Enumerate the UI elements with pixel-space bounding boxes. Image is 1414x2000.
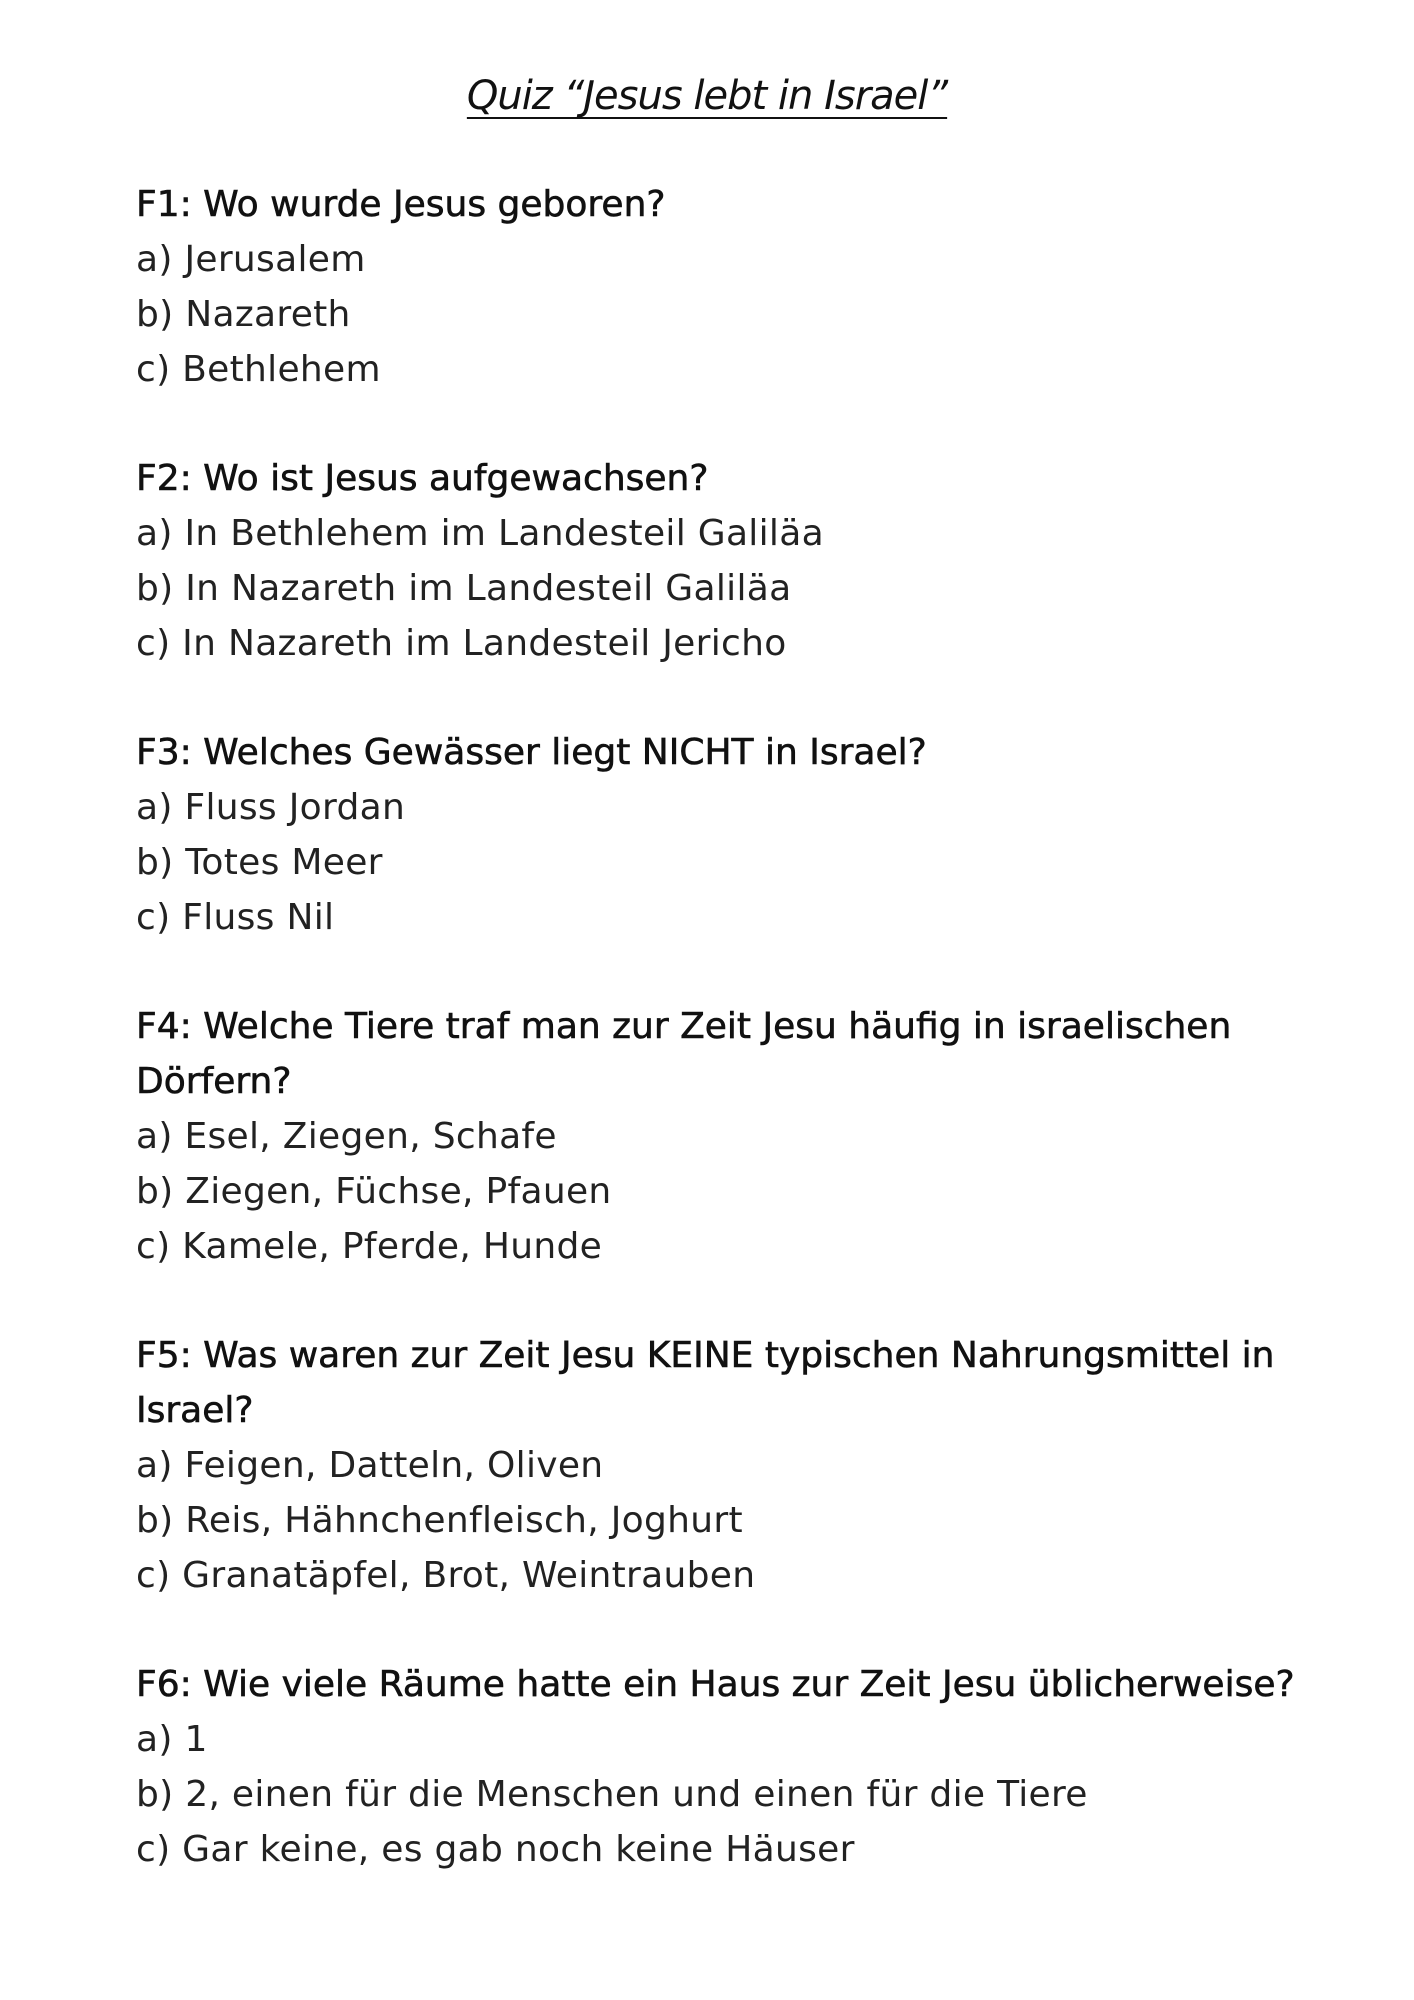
question-text: F6: Wie viele Räume hatte ein Haus zur Zeit Jesu üblicherweise? (136, 1664, 1295, 1705)
question-2 (136, 451, 1326, 671)
answer-option-a: a) 1 (136, 1719, 208, 1760)
question-text: F4: Welche Tiere traf man zur Zeit Jesu häufig in israelischen Dörfern? (136, 1006, 1232, 1102)
answer-option-b: b) Reis, Hähnchenfleisch, Joghurt (136, 1500, 743, 1541)
answer-option-b: b) In Nazareth im Landesteil Galiläa (136, 568, 792, 609)
question-1 (136, 177, 1326, 397)
question-text: F5: Was waren zur Zeit Jesu KEINE typischen Nahrungsmittel in Israel? (136, 1335, 1275, 1431)
answer-option-c: c) Fluss Nil (136, 897, 335, 938)
page-title (0, 68, 1414, 124)
answer-option-c: c) Bethlehem (136, 349, 381, 390)
question-text: F3: Welches Gewässer liegt NICHT in Israel? (136, 732, 927, 773)
answer-option-c: c) In Nazareth im Landesteil Jericho (136, 623, 787, 664)
answer-option-a: a) Esel, Ziegen, Schafe (136, 1116, 557, 1157)
answer-option-a: a) Jerusalem (136, 239, 366, 280)
question-3 (136, 725, 1326, 945)
answer-option-b: b) 2, einen für die Menschen und einen für die Tiere (136, 1774, 1088, 1815)
question-text: F1: Wo wurde Jesus geboren? (136, 184, 666, 225)
question-4 (136, 999, 1326, 1274)
answer-option-c: c) Kamele, Pferde, Hunde (136, 1226, 603, 1267)
question-6 (136, 1657, 1326, 1877)
answer-option-b: b) Ziegen, Füchse, Pfauen (136, 1171, 612, 1212)
answer-option-b: b) Totes Meer (136, 842, 383, 883)
page-title-text: Quiz “Jesus lebt in Israel” (466, 73, 948, 119)
answer-option-c: c) Gar keine, es gab noch keine Häuser (136, 1829, 855, 1870)
question-5 (136, 1328, 1326, 1603)
quiz-content (136, 177, 1326, 1931)
question-text: F2: Wo ist Jesus aufgewachsen? (136, 458, 709, 499)
answer-option-a: a) Fluss Jordan (136, 787, 406, 828)
answer-option-a: a) Feigen, Datteln, Oliven (136, 1445, 604, 1486)
answer-option-c: c) Granatäpfel, Brot, Weintrauben (136, 1555, 756, 1596)
answer-option-b: b) Nazareth (136, 294, 351, 335)
answer-option-a: a) In Bethlehem im Landesteil Galiläa (136, 513, 824, 554)
